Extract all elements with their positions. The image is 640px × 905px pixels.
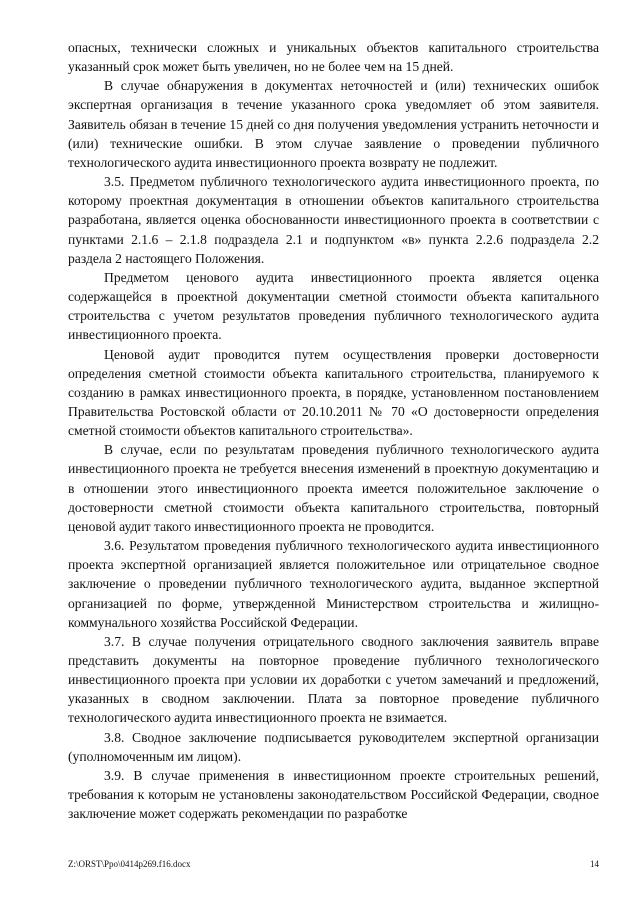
footer-file-path: Z:\ORST\Ppo\0414p269.f16.docx	[68, 859, 191, 869]
paragraph-3-6: 3.6. Результатом проведения публичного технологического аудита инвестиционного проекта экспертной организацией является положительное или отрицательное сводное заключение о проведении публичного технологического аудита, выданное экспертной организацией по форме, утвержденной Министерством строительства и жилищно-коммунального хозяйства Российской Федерации.	[68, 538, 599, 630]
page-footer	[68, 858, 599, 870]
paragraph-errors-notice: В случае обнаружения в документах неточностей и (или) технических ошибок экспертная организация в течение указанного срока уведомляет об этом заявителя. Заявитель обязан в течение 15 дней со дня получения уведомления устранить неточности и (или) технические ошибки. В этом случае заявление о проведении публичного технологического аудита инвестиционного проекта возврату не подлежит.	[68, 78, 599, 170]
paragraph-3-7: 3.7. В случае получения отрицательного сводного заключения заявитель вправе представить документы на повторное проведение публичного технологического инвестиционного проекта при условии их доработки с учетом замечаний и предложений, указанных в сводном заключении. Плата за повторное проведение публичного технологического аудита инвестиционного проекта не взимается.	[68, 633, 599, 726]
paragraph-3-8: 3.8. Сводное заключение подписывается руководителем экспертной организации (уполномоченным им лицом).	[68, 729, 599, 764]
page-number: 14	[590, 859, 599, 869]
paragraph-repeat-audit: В случае, если по результатам проведения публичного технологического аудита инвестиционного проекта не требуется внесения изменений в проектную документацию и в отношении этого инвестиционного проекта имеется положительное заключение о достоверности сметной стоимости объекта капитального строительства, повторный ценовой аудит такого инвестиционного проекта не проводится.	[68, 442, 599, 534]
paragraph-3-5: 3.5. Предметом публичного технологического аудита инвестиционного проекта, по которому проектная документация в отношении объектов капитального строительства разработана, является оценка обоснованности инвестиционного проекта в соответствии с пунктами 2.1.6 – 2.1.8 подраздела 2.1 и подпунктом «в» пункта 2.2.6 подраздела 2.2 раздела 2 настоящего Положения.	[68, 174, 599, 266]
paragraph-price-audit-subject: Предметом ценового аудита инвестиционного проекта является оценка содержащейся в проектной документации сметной стоимости объекта капитального строительства с учетом результатов проведения публичного технологического аудита инвестиционного проекта.	[68, 269, 599, 343]
document-body	[68, 38, 599, 823]
paragraph-3-9: 3.9. В случае применения в инвестиционном проекте строительных решений, требования к которым не установлены законодательством Российской Федерации, сводное заключение может содержать рекомендации по разработке	[68, 767, 599, 822]
paragraph-price-audit-method: Ценовой аудит проводится путем осуществления проверки достоверности определения сметной стоимости объекта капитального строительства, планируемого к созданию в рамках инвестиционного проекта, в порядке, установленном постановлением Правительства Ростовской области от 20.10.2011 № 70 «О достоверности определения сметной стоимости объектов капитального строительства».	[68, 346, 599, 439]
paragraph-continuation: опасных, технически сложных и уникальных объектов капитального строительства указанный срок может быть увеличен, но не более чем на 15 дней.	[68, 40, 599, 75]
